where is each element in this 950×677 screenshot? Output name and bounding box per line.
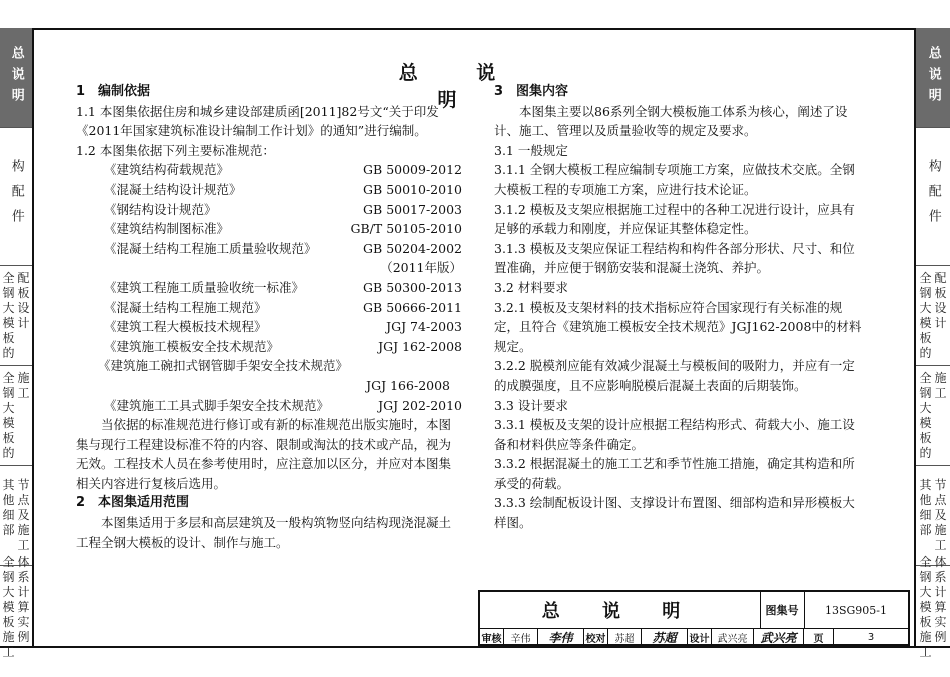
left-column xyxy=(76,82,462,552)
tab-construction-right[interactable]: 全钢大模板的 施工 xyxy=(916,366,950,466)
designer-name: 武兴亮 xyxy=(712,628,754,646)
standard-row: 《建筑工程施工质量验收统一标准》 GB 50300-2013 xyxy=(104,279,462,295)
tab-details-right[interactable]: 其他细部 节点及施工 xyxy=(916,466,950,566)
signature-row xyxy=(480,628,908,646)
title-block xyxy=(478,590,910,646)
standard-row: 《混凝土结构工程施工规范》 GB 50666-2011 xyxy=(104,299,462,315)
section-3-heading: 3 图集内容 xyxy=(494,84,569,99)
review-label: 审核 xyxy=(480,628,504,646)
tab-panel-design[interactable]: 全钢大模板的 配板设计 xyxy=(0,266,32,366)
standard-row: 《建筑施工模板安全技术规范》 JGJ 162-2008 xyxy=(104,338,462,354)
subsection-3-1: 3.1 一般规定 xyxy=(494,142,568,158)
para-1-1: 1.1 本图集依据住房和城乡建设部建质函[2011]82号文“关于印发《2011年国家建筑标准设计编制工作计划》的通知”进行编制。 xyxy=(76,103,439,139)
para-3-3-2: 3.3.2 根据混凝土的施工工艺和季节性施工措施，确定其构造和所承受的荷载。 xyxy=(494,456,855,491)
page-number: 3 xyxy=(867,631,875,643)
tab-calc-examples[interactable]: 全钢大模板施工 体系计算实例 xyxy=(2,554,30,659)
section-1-heading: 1 编制依据 xyxy=(76,84,151,99)
tab-components[interactable]: 构配件 xyxy=(0,128,32,266)
tab-components-right[interactable]: 构配件 xyxy=(916,128,950,266)
tab-details[interactable]: 其他细部 节点及施工 xyxy=(0,466,32,566)
para-3-3-3: 3.3.3 绘制配板设计图、支撑设计布置图、细部构造和异形模板大样图。 xyxy=(494,495,855,531)
standard-row: 《建筑施工工具式脚手架安全技术规范》 JGJ 202-2010 xyxy=(104,397,462,413)
titleblock-title: 总 说 明 xyxy=(480,592,761,629)
subsection-3-2: 3.2 材料要求 xyxy=(494,279,568,295)
frame-bottom-line xyxy=(0,646,950,648)
standard-row: 《建筑结构荷载规范》 GB 50009-2012 xyxy=(104,162,462,178)
para-3-1-3: 3.1.3 模板及支架应保证工程结构和构件各部分形状、尺寸、和位置准确，并应便于钢筋安装和混凝土浇筑、养护。 xyxy=(494,240,855,276)
page-label: 页 xyxy=(804,628,834,646)
tab-panel-design-right[interactable]: 全钢大模板的 配板设计 xyxy=(916,266,950,366)
para-1-2: 1.2 本图集依据下列主要标准规范： xyxy=(76,142,275,158)
left-chapter-tabs xyxy=(0,28,34,659)
reviewer-signature: 李伟 xyxy=(538,628,584,646)
para-3-2-1: 3.2.1 模板及支架材料的技术指标应符合国家现行有关标准的规定，且符合《建筑施工模板安全技术规范》JGJ162-2008中的材料规定。 xyxy=(494,299,862,354)
para-3: 本图集主要以86系列全钢大模板施工体系为核心，阐述了设计、施工、管理以及质量验收等的规定及要求。 xyxy=(494,103,848,139)
right-column xyxy=(494,82,864,533)
frame-top-line xyxy=(0,28,950,30)
para-3-2-2: 3.2.2 脱模剂应能有效减少混凝土与模板间的吸附力，并应有一定的成膜强度，且不应影响脱模后混凝土表面的后期装饰。 xyxy=(494,358,855,393)
tab-general-notes[interactable]: 总说明 xyxy=(0,28,32,128)
standard-row: 《建筑工程大模板技术规程》 JGJ 74-2003 xyxy=(104,319,462,335)
para-3-1-2: 3.1.2 模板及支架应根据施工过程中的各种工况进行设计，应具有足够的承载力和刚度，并应保证其整体稳定性。 xyxy=(494,201,855,237)
tab-general-notes-right[interactable]: 总说明 xyxy=(916,28,950,128)
para-1-3: 当依据的标准规范进行修订或有新的标准规范出版实施时，本图集与现行工程建设标准不符的内容、限制或淘汰的技术或产品，视为无效。工程技术人员在参考使用时，应注意加以区分，并应对本图集相关内容进行复核后选用。 xyxy=(76,417,452,491)
subsection-3-3: 3.3 设计要求 xyxy=(494,397,568,413)
atlas-number: 13SG905-1 xyxy=(804,592,908,629)
checker-signature: 苏超 xyxy=(642,628,688,646)
para-3-1-1: 3.1.1 全钢大模板工程应编制专项施工方案，应做技术交底。全钢大模板工程的专项施工方案，应进行技术论证。 xyxy=(494,162,855,197)
right-chapter-tabs xyxy=(914,28,950,659)
standard-row: 《钢结构设计规范》 GB 50017-2003 xyxy=(104,201,462,217)
designer-signature: 武兴亮 xyxy=(754,628,804,646)
reviewer-name: 辛伟 xyxy=(504,628,538,646)
standard-row: 《混凝土结构设计规范》 GB 50010-2010 xyxy=(104,181,462,197)
standard-edition-note: （2011年版） xyxy=(380,260,462,276)
tab-calc-examples-right[interactable]: 全钢大模板施工 体系计算实例 xyxy=(919,554,947,659)
para-3-3-1: 3.3.1 模板及支架的设计应根据工程结构形式、荷载大小、施工设备和材料供应等条件确定。 xyxy=(494,417,855,452)
para-2: 本图集适用于多层和高层建筑及一般构筑物竖向结构现浇混凝土工程全钢大模板的设计、制作与施工。 xyxy=(76,515,452,550)
standard-code: JGJ 166-2008 xyxy=(366,377,450,393)
standard-name-long: 《建筑施工碗扣式钢管脚手架安全技术规范》 xyxy=(98,358,349,374)
standard-row: 《混凝土结构工程施工质量验收规范》 GB 50204-2002 xyxy=(104,240,462,256)
tab-construction[interactable]: 全钢大模板的 施工 xyxy=(0,366,32,466)
check-label: 校对 xyxy=(584,628,608,646)
atlas-number-label: 图集号 xyxy=(760,592,805,629)
design-label: 设计 xyxy=(688,628,712,646)
checker-name: 苏超 xyxy=(608,628,642,646)
page-title: 总 说 明 xyxy=(398,62,522,111)
section-2-heading: 2 本图集适用范围 xyxy=(76,495,190,511)
standard-row: 《建筑结构制图标准》 GB/T 50105-2010 xyxy=(104,221,462,237)
